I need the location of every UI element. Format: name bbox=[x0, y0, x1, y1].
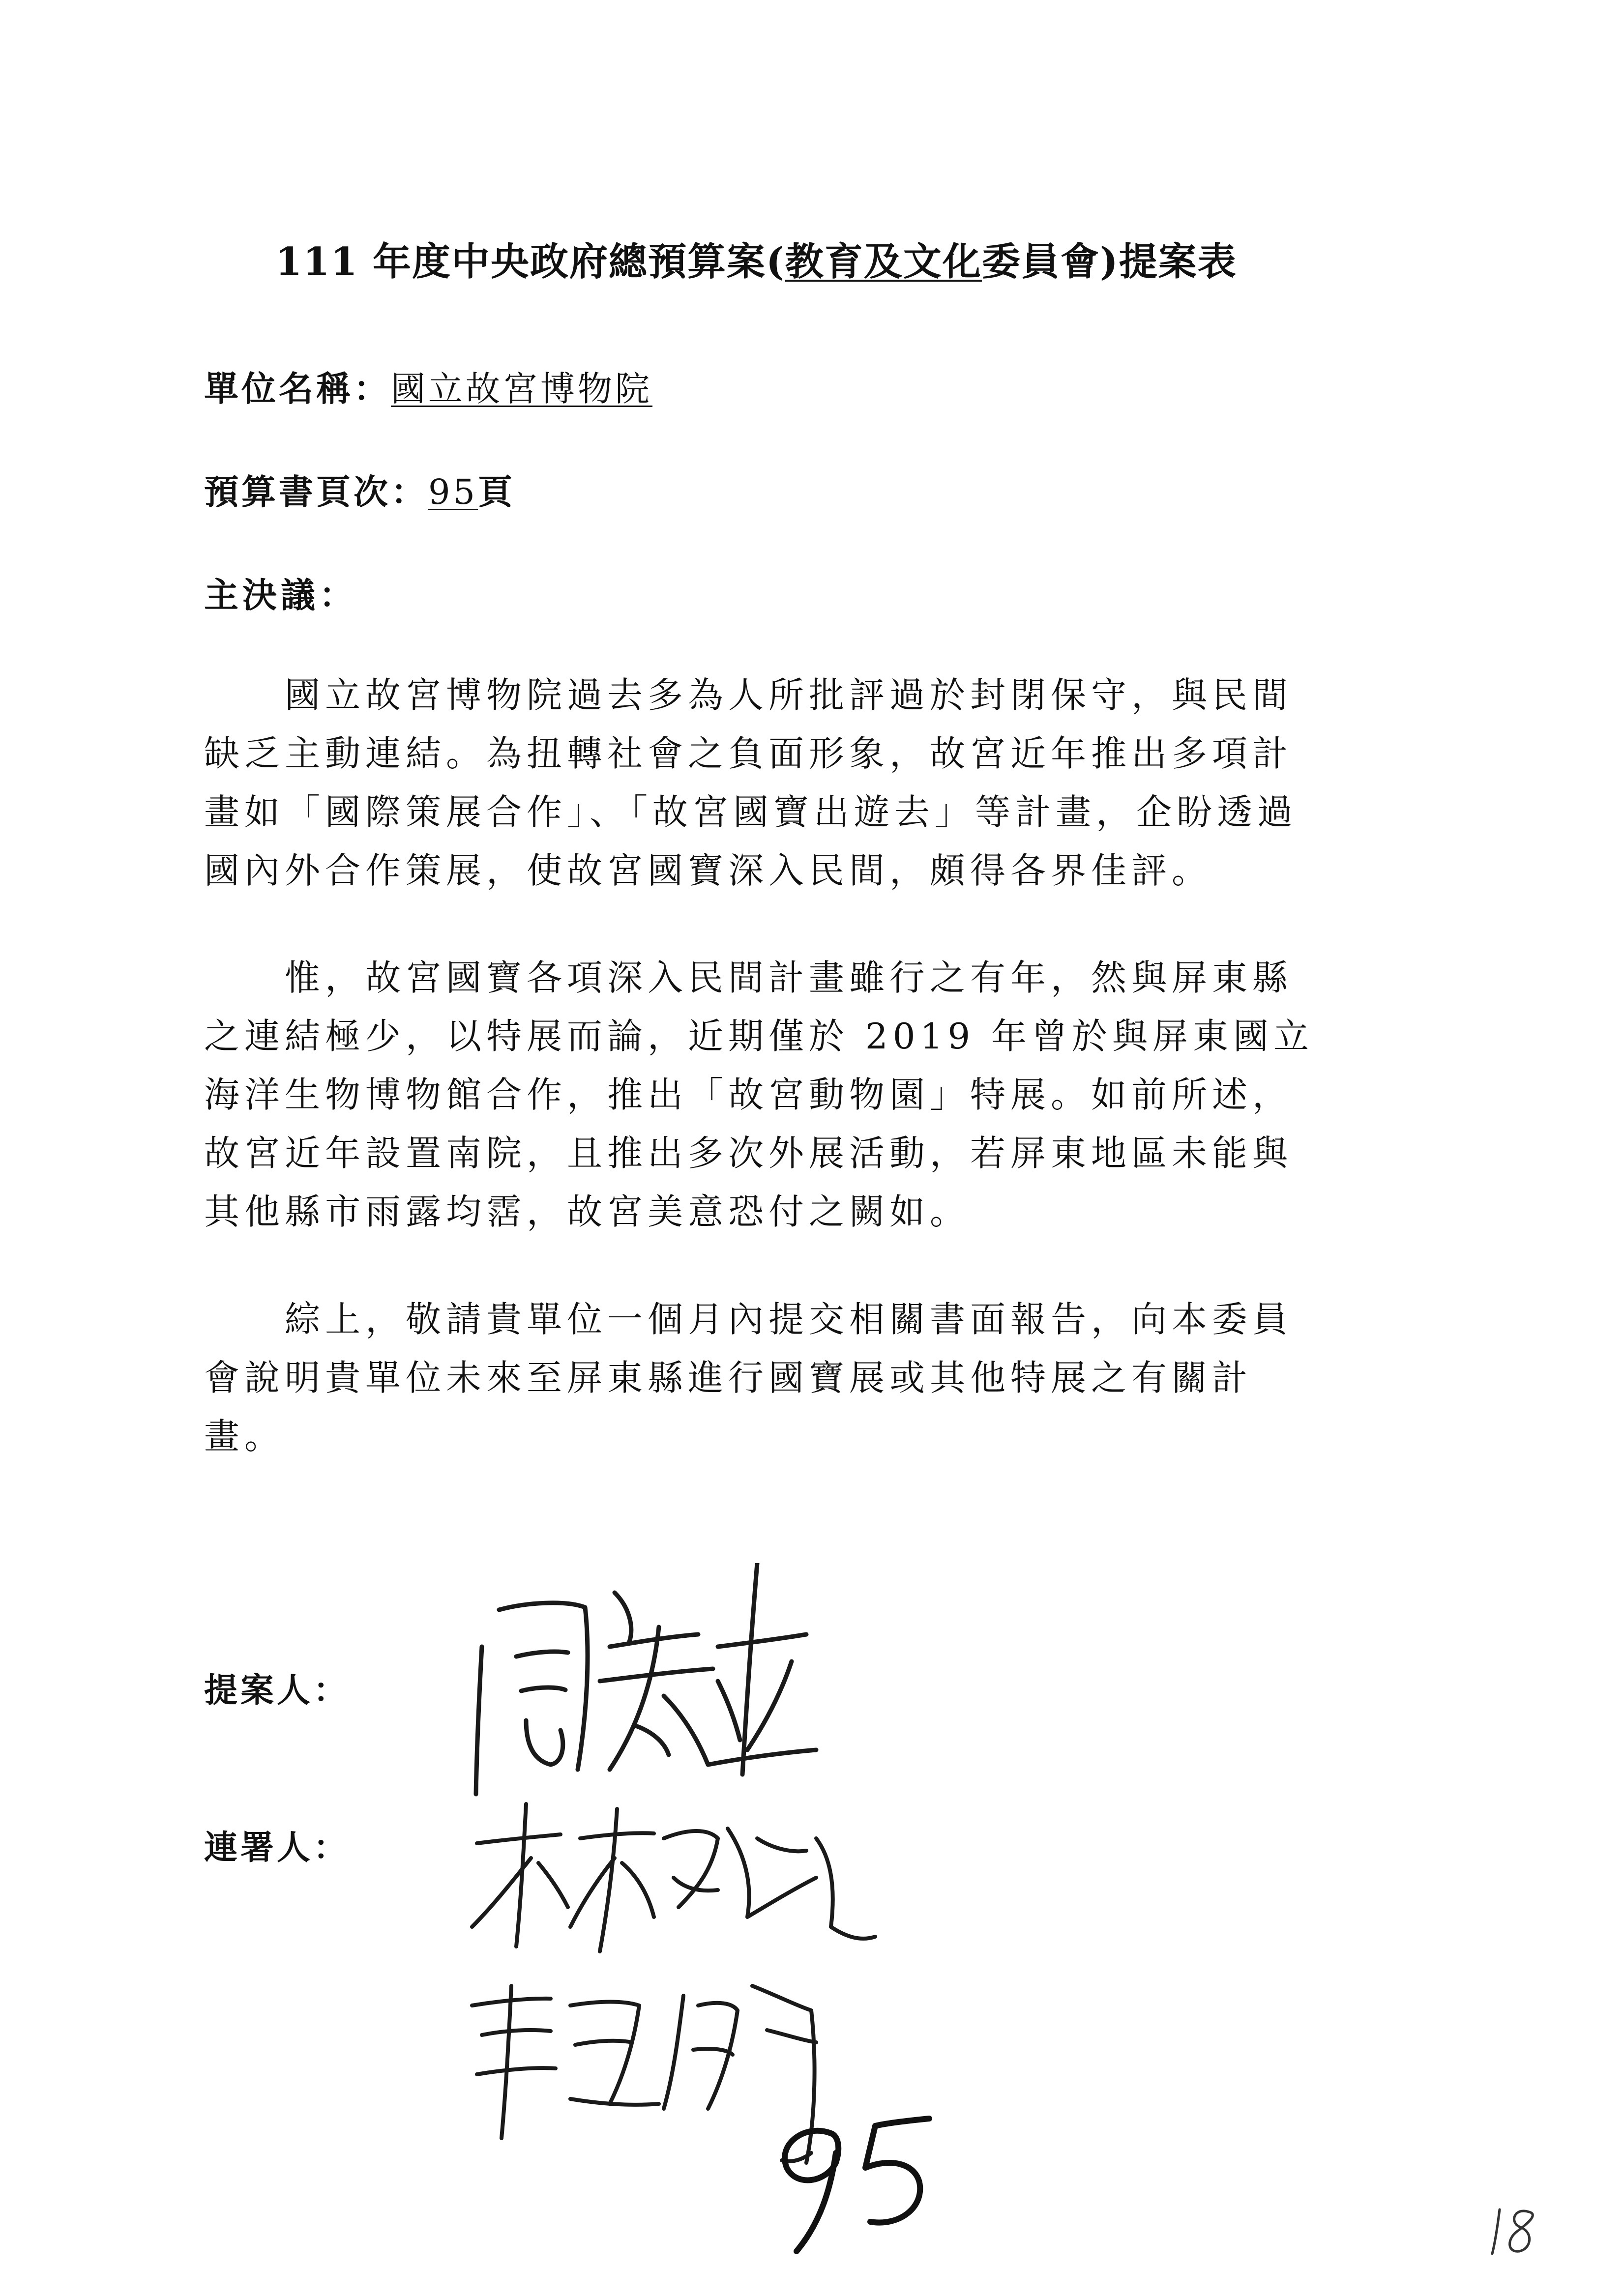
paragraph-1 bbox=[204, 666, 1394, 900]
title-committee: 教育及文化 bbox=[785, 239, 982, 284]
budget-page-value: 95 bbox=[428, 472, 478, 512]
cosigner-signature-1 bbox=[472, 1804, 875, 1951]
paragraph-line: 海洋生物博物館合作，推出「故宮動物園」特展。如前所述， bbox=[204, 1074, 1293, 1115]
paragraph-line: 惟，故宮國寶各項深入民間計畫雖行之有年，然與屏東縣 bbox=[204, 957, 1293, 998]
document-title bbox=[275, 231, 1357, 286]
paragraph-line: 國立故宮博物院過去多為人所批評過於封閉保守，與民間 bbox=[204, 674, 1293, 716]
unit-field bbox=[204, 361, 652, 411]
unit-value: 國立故宮博物院 bbox=[391, 369, 652, 409]
main-resolution-label: 主決議： bbox=[204, 575, 357, 615]
paragraph-2 bbox=[204, 949, 1394, 1241]
footer-page-number bbox=[1485, 2200, 1549, 2259]
handwritten-signatures bbox=[452, 1563, 1042, 2271]
paragraph-line: 國內外合作策展，使故宮國寶深入民間，頗得各界佳評。 bbox=[204, 850, 1212, 891]
main-resolution-heading bbox=[204, 568, 357, 617]
unit-label: 單位名稱： bbox=[204, 368, 391, 409]
cosigner-signature-2 bbox=[472, 1986, 816, 2163]
title-prefix: 111 年度中央政府總預算案( bbox=[275, 239, 785, 284]
paragraph-line: 畫。 bbox=[204, 1416, 285, 1457]
handwritten-page-number bbox=[767, 2109, 954, 2256]
budget-page-label: 預算書頁次： bbox=[204, 471, 428, 512]
paragraph-line: 其他縣市雨露均霑，故宮美意恐付之闕如。 bbox=[204, 1191, 971, 1232]
budget-page-suffix: 頁 bbox=[478, 471, 516, 512]
paragraph-line: 會說明貴單位未來至屏東縣進行國寶展或其他特展之有關計 bbox=[204, 1357, 1253, 1398]
proposer-label: 提案人： bbox=[204, 1671, 350, 1710]
paragraph-line: 之連結極少，以特展而論，近期僅於 2019 年曾於與屏東國立 bbox=[204, 1016, 1314, 1057]
cosigner-label: 連署人： bbox=[204, 1828, 350, 1867]
paragraph-line: 缺乏主動連結。為扭轉社會之負面形象，故宮近年推出多項計 bbox=[204, 733, 1293, 774]
budget-page-field bbox=[204, 465, 515, 514]
paragraph-3 bbox=[204, 1290, 1394, 1466]
paragraph-line: 故宮近年設置南院，且推出多次外展活動，若屏東地區未能與 bbox=[204, 1133, 1293, 1174]
proposer-signature bbox=[476, 1563, 816, 1794]
paragraph-line: 畫如「國際策展合作」、「故宮國寶出遊去」等計畫，企盼透過 bbox=[204, 791, 1298, 833]
paragraph-line: 綜上，敬請貴單位一個月內提交相關書面報告，向本委員 bbox=[204, 1299, 1293, 1340]
title-suffix: 委員會)提案表 bbox=[981, 239, 1237, 284]
